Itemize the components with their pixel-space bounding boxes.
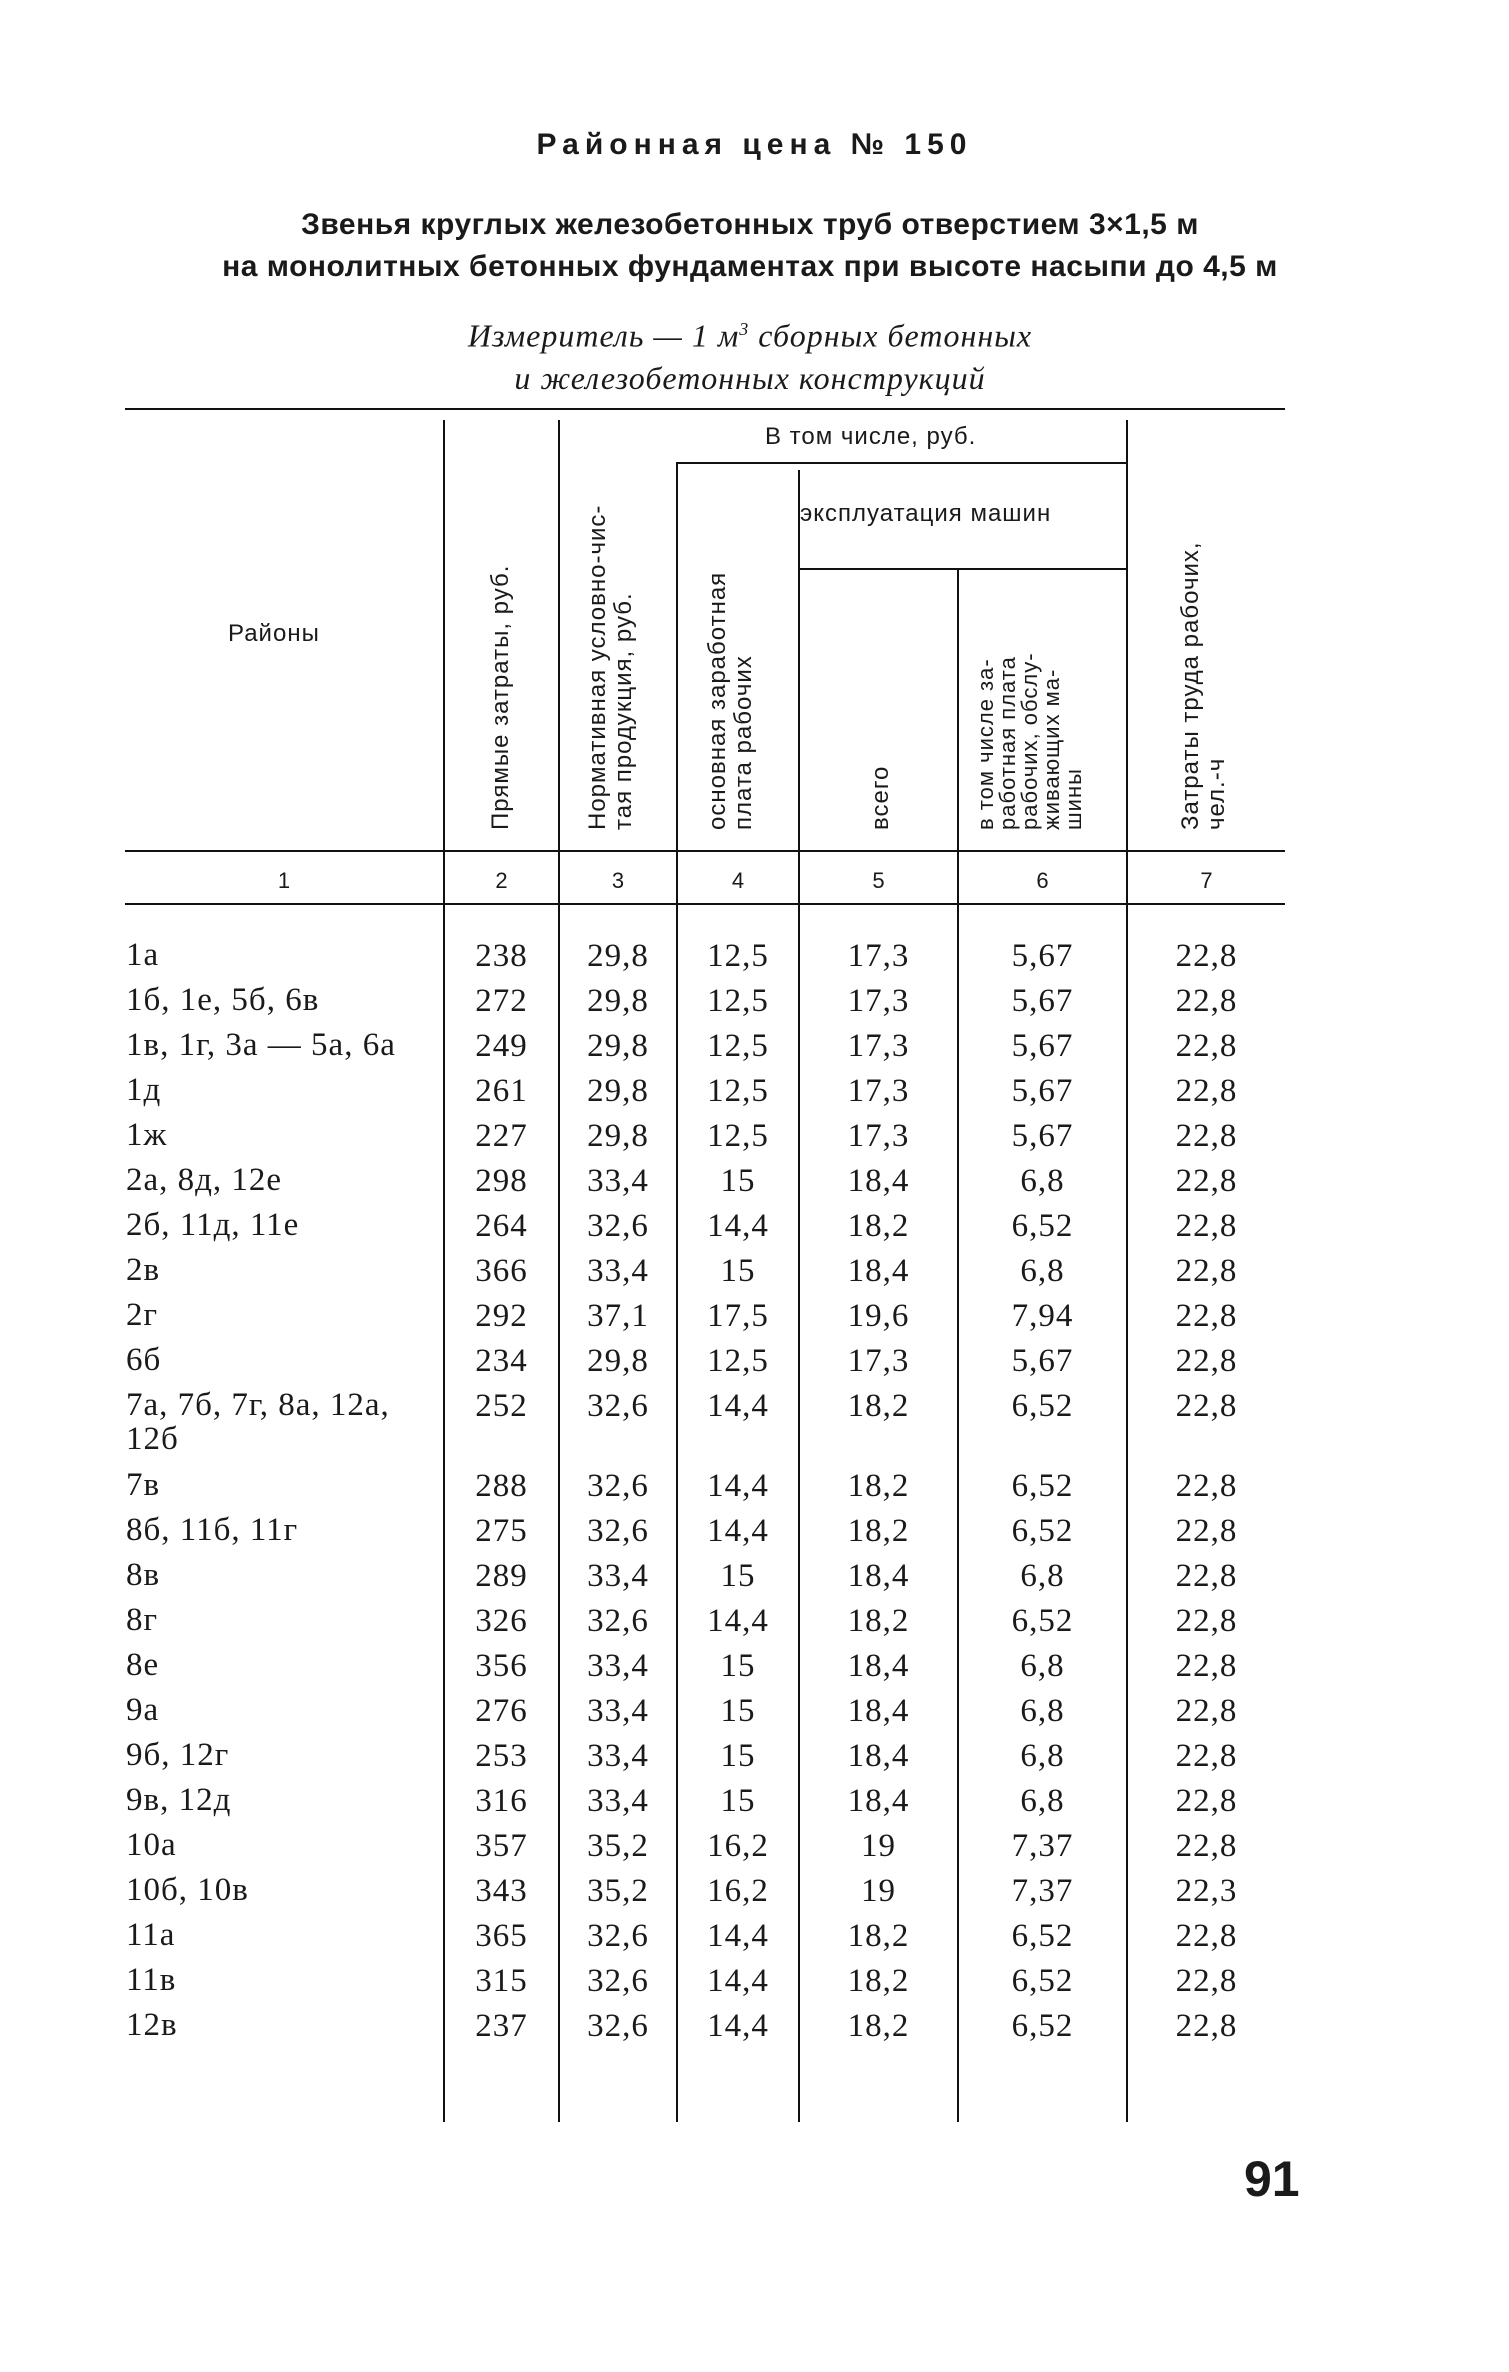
wages-cell: 15 <box>720 1253 756 1289</box>
labor-cell: 22,8 <box>1175 1513 1238 1549</box>
region-cell: 6б <box>126 1342 162 1378</box>
measure-line-2: и железобетонных конструкций <box>514 359 986 396</box>
labor-cell: 22,8 <box>1175 1298 1238 1334</box>
wages-cell: 15 <box>720 1783 756 1819</box>
header-normative-line-1: Нормативная условно-чис- <box>584 504 611 830</box>
table-row <box>120 1298 1320 1343</box>
direct-cell: 249 <box>475 1028 528 1064</box>
machine-wages-cell: 6,52 <box>1011 1513 1074 1549</box>
normative-cell: 32,6 <box>587 1208 649 1244</box>
machine-wages-cell: 5,67 <box>1011 1028 1074 1064</box>
table-row <box>120 1558 1320 1603</box>
labor-cell: 22,8 <box>1175 1468 1238 1504</box>
table-row <box>120 1343 1320 1388</box>
wages-cell: 12,5 <box>707 1073 769 1109</box>
column-number-7: 7 <box>1200 868 1213 893</box>
table-row <box>120 1208 1320 1253</box>
header-machine-wages-line-1: в том числе за- <box>973 658 998 830</box>
wages-cell: 12,5 <box>707 1028 769 1064</box>
labor-cell: 22,8 <box>1175 938 1238 974</box>
total-cell: 17,3 <box>847 983 910 1019</box>
normative-cell: 37,1 <box>587 1298 649 1334</box>
normative-cell: 33,4 <box>587 1738 649 1774</box>
direct-cell: 292 <box>475 1298 528 1334</box>
direct-cell: 275 <box>475 1513 528 1549</box>
total-cell: 18,2 <box>847 1388 910 1424</box>
direct-cell: 289 <box>475 1558 528 1594</box>
total-cell: 18,4 <box>847 1738 910 1774</box>
machine-wages-cell: 6,52 <box>1011 1918 1074 1954</box>
table-row <box>120 1073 1320 1118</box>
header-including: В том числе, руб. <box>765 423 977 450</box>
normative-cell: 33,4 <box>587 1783 649 1819</box>
direct-cell: 366 <box>475 1253 528 1289</box>
table-body <box>120 938 1320 2053</box>
region-cell: 9в, 12д <box>126 1782 232 1818</box>
header-machine-wages-line-3: рабочих, обслу- <box>1017 652 1042 830</box>
direct-cell: 237 <box>475 2008 528 2044</box>
wages-cell: 12,5 <box>707 1118 769 1154</box>
subtitle-line-1: Звенья круглых железобетонных труб отверстием 3×1,5 м <box>301 208 1199 241</box>
measure-prefix: Измеритель — 1 м <box>467 317 740 354</box>
machine-wages-cell: 6,52 <box>1011 2008 1074 2044</box>
machine-wages-cell: 6,8 <box>1020 1558 1065 1594</box>
wages-cell: 15 <box>720 1738 756 1774</box>
normative-cell: 32,6 <box>587 2008 649 2044</box>
total-cell: 18,4 <box>847 1558 910 1594</box>
total-cell: 19 <box>861 1828 896 1864</box>
machine-wages-cell: 6,52 <box>1011 1388 1074 1424</box>
direct-cell: 253 <box>475 1738 528 1774</box>
machine-wages-cell: 6,52 <box>1011 1468 1074 1504</box>
header-labor <box>1178 541 1230 830</box>
header-labor-line-1: Затраты труда рабочих, <box>1177 541 1204 830</box>
table-row <box>120 1873 1320 1918</box>
wages-cell: 17,5 <box>707 1298 769 1334</box>
header-normative-line-2: тая продукция, руб. <box>610 592 637 830</box>
direct-cell: 264 <box>475 1208 528 1244</box>
wages-cell: 12,5 <box>707 983 769 1019</box>
normative-cell: 29,8 <box>587 983 649 1019</box>
region-cell: 8в <box>126 1557 161 1593</box>
machine-wages-cell: 6,8 <box>1020 1738 1065 1774</box>
normative-cell: 29,8 <box>587 1118 649 1154</box>
machine-wages-cell: 5,67 <box>1011 983 1074 1019</box>
region-cell: 2в <box>126 1252 161 1288</box>
total-cell: 18,4 <box>847 1648 910 1684</box>
direct-cell: 326 <box>475 1603 528 1639</box>
machine-wages-cell: 7,37 <box>1011 1873 1074 1909</box>
wages-cell: 12,5 <box>707 938 769 974</box>
table-row <box>120 1963 1320 2008</box>
direct-cell: 315 <box>475 1963 528 1999</box>
header-wages-line-2: плата рабочих <box>730 655 757 830</box>
region-cell: 10б, 10в <box>126 1872 249 1908</box>
labor-cell: 22,8 <box>1175 1388 1238 1424</box>
labor-cell: 22,8 <box>1175 1073 1238 1109</box>
direct-cell: 343 <box>475 1873 528 1909</box>
column-number-1: 1 <box>277 868 291 893</box>
labor-cell: 22,8 <box>1175 983 1238 1019</box>
table-row <box>120 1648 1320 1693</box>
machine-wages-cell: 6,8 <box>1020 1253 1065 1289</box>
machine-wages-cell: 7,94 <box>1011 1298 1074 1334</box>
normative-cell: 32,6 <box>587 1918 649 1954</box>
region-cell: 8г <box>126 1602 159 1638</box>
page-number: 91 <box>1244 2151 1300 2207</box>
total-cell: 18,2 <box>847 1208 910 1244</box>
normative-cell: 33,4 <box>587 1693 649 1729</box>
region-cell: 2б, 11д, 11е <box>126 1207 300 1243</box>
total-cell: 18,2 <box>847 1468 910 1504</box>
normative-cell: 33,4 <box>587 1558 649 1594</box>
table-row <box>120 1388 1320 1468</box>
machine-wages-cell: 5,67 <box>1011 1343 1074 1379</box>
region-cell: 9б, 12г <box>126 1737 230 1773</box>
machine-wages-cell: 6,8 <box>1020 1783 1065 1819</box>
measure-suffix: сборных бетонных <box>749 317 1033 354</box>
normative-cell: 32,6 <box>587 1468 649 1504</box>
header-machines: эксплуатация машин <box>800 500 1052 527</box>
header-direct-costs: Прямые затраты, руб. <box>487 564 514 830</box>
labor-cell: 22,8 <box>1175 1163 1238 1199</box>
normative-cell: 35,2 <box>587 1873 649 1909</box>
machine-wages-cell: 6,8 <box>1020 1648 1065 1684</box>
table-row <box>120 938 1320 983</box>
machines-divider <box>800 568 1126 570</box>
labor-cell: 22,8 <box>1175 1918 1238 1954</box>
machine-wages-cell: 5,67 <box>1011 1073 1074 1109</box>
normative-cell: 29,8 <box>587 938 649 974</box>
normative-cell: 33,4 <box>587 1253 649 1289</box>
region-cell: 7а, 7б, 7г, 8а, 12а, 12б <box>126 1387 390 1457</box>
direct-cell: 234 <box>475 1343 528 1379</box>
wages-cell: 15 <box>720 1558 756 1594</box>
machine-wages-cell: 6,8 <box>1020 1693 1065 1729</box>
region-cell: 8е <box>126 1647 160 1683</box>
table-row <box>120 1828 1320 1873</box>
direct-cell: 272 <box>475 983 528 1019</box>
region-cell: 9а <box>126 1692 160 1728</box>
region-cell: 1д <box>126 1072 162 1108</box>
subtitle-line-2: на монолитных бетонных фундаментах при высоте насыпи до 4,5 м <box>222 250 1278 283</box>
machine-wages-cell: 7,37 <box>1011 1828 1074 1864</box>
total-cell: 18,2 <box>847 1603 910 1639</box>
measure-superscript: 3 <box>739 319 750 339</box>
direct-cell: 276 <box>475 1693 528 1729</box>
machine-wages-cell: 6,52 <box>1011 1963 1074 1999</box>
wages-cell: 14,4 <box>707 1468 769 1504</box>
total-cell: 17,3 <box>847 1073 910 1109</box>
column-number-6: 6 <box>1036 868 1049 893</box>
total-cell: 17,3 <box>847 938 910 974</box>
including-divider <box>678 462 1126 464</box>
table-row <box>120 1513 1320 1558</box>
wages-cell: 12,5 <box>707 1343 769 1379</box>
table-row <box>120 1163 1320 1208</box>
wages-cell: 14,4 <box>707 1208 769 1244</box>
labor-cell: 22,8 <box>1175 1253 1238 1289</box>
wages-cell: 16,2 <box>707 1828 769 1864</box>
region-cell: 10а <box>126 1827 177 1863</box>
wages-cell: 14,4 <box>707 1388 769 1424</box>
column-number-3: 3 <box>611 868 625 893</box>
column-number-5: 5 <box>872 868 885 893</box>
total-cell: 18,4 <box>847 1253 910 1289</box>
header-bottom-rule <box>125 850 1285 852</box>
region-cell: 12в <box>126 2007 178 2043</box>
header-machine-wages <box>975 652 1085 830</box>
direct-cell: 238 <box>475 938 528 974</box>
total-cell: 19 <box>861 1873 896 1909</box>
table-row <box>120 1603 1320 1648</box>
region-cell: 1б, 1е, 5б, 6в <box>126 982 320 1018</box>
table-row <box>120 1468 1320 1513</box>
wages-cell: 15 <box>720 1163 756 1199</box>
table-row <box>120 2008 1320 2053</box>
labor-cell: 22,8 <box>1175 1648 1238 1684</box>
direct-cell: 288 <box>475 1468 528 1504</box>
region-cell: 1ж <box>126 1117 168 1153</box>
direct-cell: 357 <box>475 1828 528 1864</box>
table-row <box>120 1693 1320 1738</box>
header-wages-line-1: основная заработная <box>704 571 731 830</box>
total-cell: 17,3 <box>847 1118 910 1154</box>
direct-cell: 261 <box>475 1073 528 1109</box>
table-row <box>120 1783 1320 1828</box>
normative-cell: 29,8 <box>587 1028 649 1064</box>
table-row <box>120 1918 1320 1963</box>
normative-cell: 33,4 <box>587 1163 649 1199</box>
header-machine-wages-line-2: работная плата <box>995 656 1020 830</box>
normative-cell: 32,6 <box>587 1963 649 1999</box>
region-cell: 2г <box>126 1297 159 1333</box>
labor-cell: 22,8 <box>1175 1963 1238 1999</box>
measure-line-1 <box>200 308 1300 357</box>
normative-cell: 35,2 <box>587 1828 649 1864</box>
direct-cell: 365 <box>475 1918 528 1954</box>
total-cell: 18,4 <box>847 1783 910 1819</box>
wages-cell: 14,4 <box>707 1603 769 1639</box>
total-cell: 18,4 <box>847 1163 910 1199</box>
direct-cell: 298 <box>475 1163 528 1199</box>
labor-cell: 22,8 <box>1175 1783 1238 1819</box>
total-cell: 17,3 <box>847 1028 910 1064</box>
labor-cell: 22,8 <box>1175 1738 1238 1774</box>
wages-cell: 14,4 <box>707 1918 769 1954</box>
table-row <box>120 1028 1320 1073</box>
total-cell: 18,2 <box>847 1963 910 1999</box>
column-number-2: 2 <box>495 868 508 893</box>
total-cell: 18,2 <box>847 2008 910 2044</box>
direct-cell: 252 <box>475 1388 528 1424</box>
total-cell: 19,6 <box>847 1298 910 1334</box>
direct-cell: 227 <box>475 1118 528 1154</box>
machine-wages-cell: 5,67 <box>1011 938 1074 974</box>
normative-cell: 33,4 <box>587 1648 649 1684</box>
page-title: Районная цена № 150 <box>536 128 973 161</box>
unit-of-measure <box>200 308 1300 399</box>
column-number-4: 4 <box>731 868 745 893</box>
labor-cell: 22,8 <box>1175 1828 1238 1864</box>
wages-cell: 16,2 <box>707 1873 769 1909</box>
labor-cell: 22,8 <box>1175 1693 1238 1729</box>
header-normative <box>585 505 637 830</box>
total-cell: 18,2 <box>847 1513 910 1549</box>
labor-cell: 22,8 <box>1175 1558 1238 1594</box>
wages-cell: 14,4 <box>707 1963 769 1999</box>
machine-wages-cell: 6,8 <box>1020 1163 1065 1199</box>
header-total: всего <box>867 765 894 830</box>
wages-cell: 15 <box>720 1648 756 1684</box>
labor-cell: 22,8 <box>1175 2008 1238 2044</box>
labor-cell: 22,8 <box>1175 1603 1238 1639</box>
header-labor-line-2: чел.-ч <box>1203 757 1230 830</box>
normative-cell: 29,8 <box>587 1073 649 1109</box>
direct-cell: 316 <box>475 1783 528 1819</box>
wages-cell: 15 <box>720 1693 756 1729</box>
machine-wages-cell: 5,67 <box>1011 1118 1074 1154</box>
labor-cell: 22,8 <box>1175 1343 1238 1379</box>
region-cell: 11в <box>126 1962 177 1998</box>
region-cell: 2а, 8д, 12е <box>126 1162 283 1198</box>
table-row <box>120 1118 1320 1163</box>
header-regions: Районы <box>228 620 320 647</box>
total-cell: 18,4 <box>847 1693 910 1729</box>
header-machine-wages-line-4: живающих ма- <box>1039 668 1064 830</box>
table-top-rule <box>125 408 1285 410</box>
region-cell: 11а <box>126 1917 176 1953</box>
labor-cell: 22,8 <box>1175 1208 1238 1244</box>
labor-cell: 22,8 <box>1175 1028 1238 1064</box>
normative-cell: 32,6 <box>587 1603 649 1639</box>
header-machine-wages-line-5: шины <box>1061 768 1086 830</box>
labor-cell: 22,8 <box>1175 1118 1238 1154</box>
table-row <box>120 1738 1320 1783</box>
table-subtitle <box>100 204 1400 288</box>
region-cell: 8б, 11б, 11г <box>126 1512 299 1548</box>
normative-cell: 32,6 <box>587 1388 649 1424</box>
total-cell: 17,3 <box>847 1343 910 1379</box>
table-row <box>120 983 1320 1028</box>
header-base-wages <box>705 572 757 830</box>
machine-wages-cell: 6,52 <box>1011 1603 1074 1639</box>
table-row <box>120 1253 1320 1298</box>
total-cell: 18,2 <box>847 1918 910 1954</box>
region-cell: 7в <box>126 1467 161 1503</box>
region-cell: 1а <box>126 937 160 973</box>
wages-cell: 14,4 <box>707 2008 769 2044</box>
column-numbers-rule <box>125 903 1285 905</box>
machine-wages-cell: 6,52 <box>1011 1208 1074 1244</box>
labor-cell: 22,3 <box>1175 1873 1238 1909</box>
normative-cell: 32,6 <box>587 1513 649 1549</box>
wages-cell: 14,4 <box>707 1513 769 1549</box>
region-cell: 1в, 1г, 3а — 5а, 6а <box>126 1027 396 1063</box>
normative-cell: 29,8 <box>587 1343 649 1379</box>
direct-cell: 356 <box>475 1648 528 1684</box>
